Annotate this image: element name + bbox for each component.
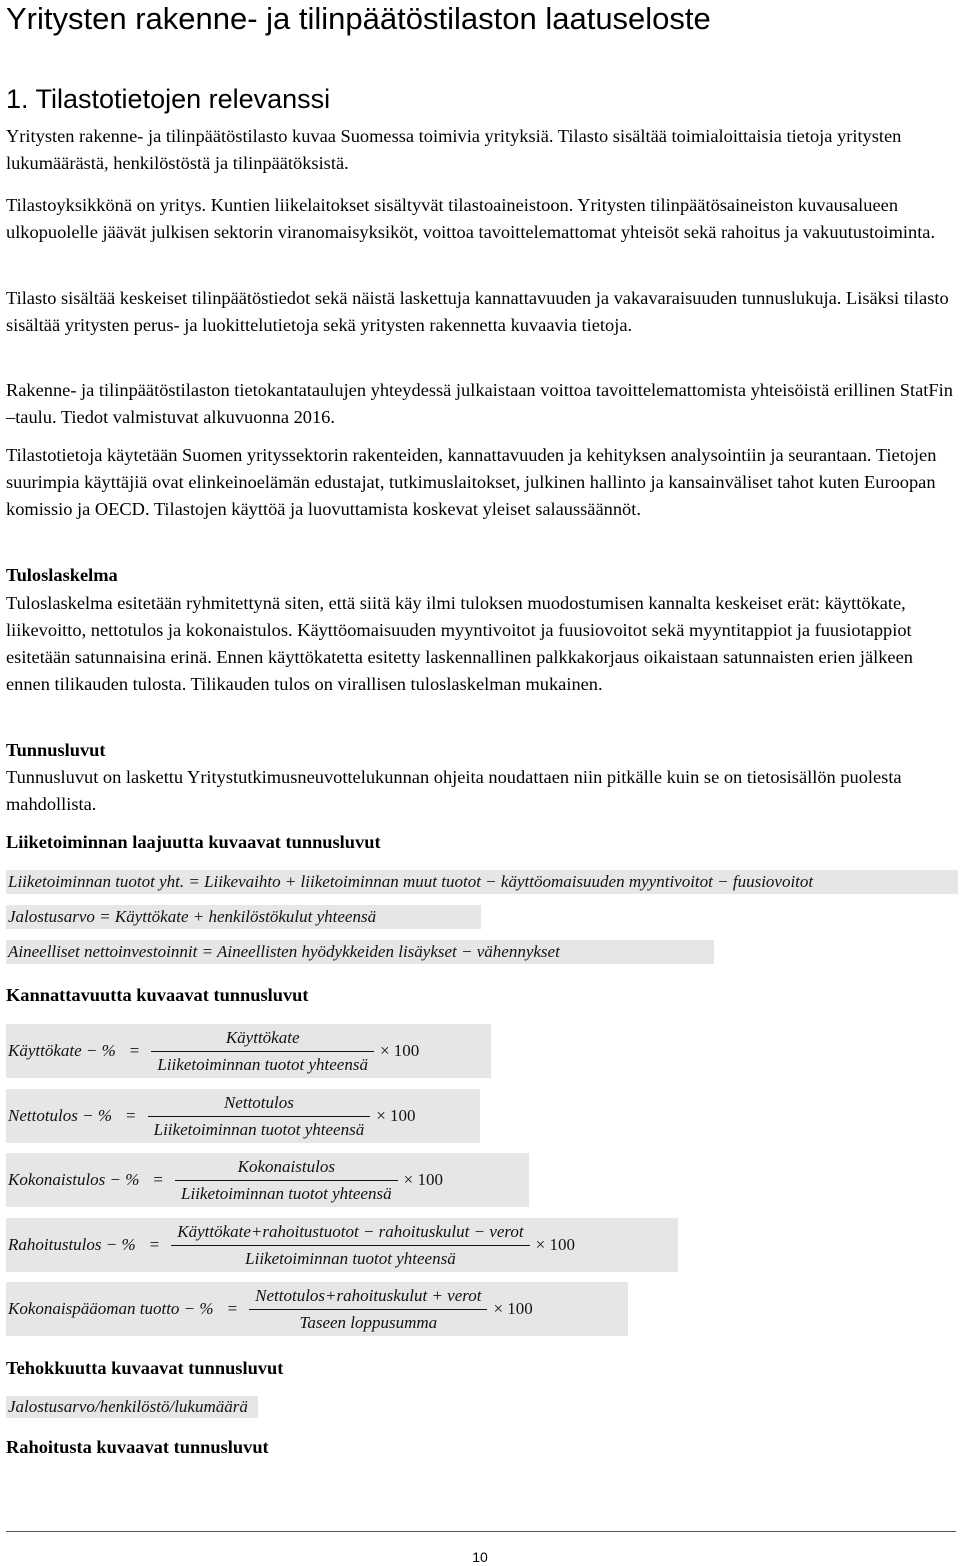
fraction bbox=[249, 1286, 487, 1333]
formula-kokonaispaaoman-tuotto-pct bbox=[6, 1282, 628, 1336]
formula-equals: = bbox=[129, 1041, 140, 1060]
formula-multiplier: × 100 bbox=[379, 1041, 420, 1060]
formula-multiplier: × 100 bbox=[493, 1299, 533, 1318]
formula-rahoitustulos-pct bbox=[6, 1218, 678, 1272]
formula-multiplier: × 100 bbox=[403, 1170, 443, 1189]
formula-equals: = bbox=[126, 1106, 136, 1125]
formula-lhs: Kokonaispääoman tuotto − % bbox=[8, 1299, 214, 1318]
formula-lhs: Rahoitustulos − % bbox=[8, 1235, 136, 1254]
fraction-denominator: Taseen loppusumma bbox=[299, 1312, 438, 1332]
fraction-denominator: Liiketoiminnan tuotot yhteensä bbox=[181, 1183, 392, 1203]
formula-multiplier: × 100 bbox=[535, 1235, 575, 1254]
laajuus-heading: Liiketoiminnan laajuutta kuvaavat tunnusluvut bbox=[6, 832, 381, 852]
paragraph-5: Tilastotietoja käytetään Suomen yrityssektorin rakenteiden, kannattavuuden ja kehityksen analysointiin ja seurantaan. Tietojen suurimpia käyttäjiä ovat elinkeinoelämän edustajat, tutkimuslaitokset, julkinen hallinto ja kansainväliset tahot kuten Euroopan komissio ja OECD. Tilastojen käyttöä ja luovuttamista koskevat yleiset salaussäännöt. bbox=[6, 445, 937, 519]
fraction-numerator: Käyttökate+rahoitustuotot − rahoituskulut − verot bbox=[177, 1221, 524, 1241]
tuloslaskelma-text: Tuloslaskelma esitetään ryhmitettynä siten, että siitä käy ilmi tuloksen muodostumisen kannalta keskeiset erät: käyttökate, liikevoitto, nettotulos ja kokonaistulos. Käyttöomaisuuden myyntivoitot ja fuusiovoitot sekä myyntitappiot ja fuusiotappiot esitetään satunnaisina erinä. Ennen käyttökatetta esitetty laskennallinen palkkakorjaus oikaistaan satunnaisten erien jälkeen ennen tilikauden tulosta. Tilikauden tulos on virallisen tuloslaskelman mukainen. bbox=[6, 593, 913, 694]
paragraph-4: Rakenne- ja tilinpäätöstilaston tietokantataulujen yhteydessä julkaistaan voittoa tavoittelemattomista yhteisöistä erillinen StatFin –taulu. Tiedot valmistuvat alkuvuonna 2016. bbox=[6, 380, 953, 427]
formula-jalostusarvo: Jalostusarvo = Käyttökate + henkilöstökulut yhteensä bbox=[6, 905, 481, 929]
fraction-numerator: Käyttökate bbox=[225, 1027, 300, 1047]
formula-equals: = bbox=[227, 1299, 238, 1318]
fraction-denominator: Liiketoiminnan tuotot yhteensä bbox=[157, 1054, 368, 1074]
tehokkuus-heading: Tehokkuutta kuvaavat tunnusluvut bbox=[6, 1358, 284, 1378]
paragraph-1: Yritysten rakenne- ja tilinpäätöstilasto kuvaa Suomessa toimivia yrityksiä. Tilasto sisältää toimialoittaisia tietoja yritysten lukumäärästä, henkilöstöstä ja tilinpäätöksistä. bbox=[6, 126, 902, 173]
footer-divider bbox=[6, 1531, 956, 1532]
formula-lhs: Nettotulos − % bbox=[8, 1106, 113, 1125]
page-number: 10 bbox=[472, 1549, 488, 1565]
document-title: Yritysten rakenne- ja tilinpäätöstilaston laatuseloste bbox=[6, 1, 711, 36]
tunnusluvut-text: Tunnusluvut on laskettu Yritystutkimusneuvottelukunnan ohjeita noudattaen niin pitkälle kuin se on tietosisällön puolesta mahdollista. bbox=[6, 767, 902, 814]
formula-liiketoiminnan-tuotot: Liiketoiminnan tuotot yht. = Liikevaihto + liiketoiminnan muut tuotot − käyttöomaisuuden myyntivoitot − fuusiovoitot bbox=[6, 870, 958, 894]
fraction-denominator: Liiketoiminnan tuotot yhteensä bbox=[245, 1248, 456, 1268]
fraction-numerator: Kokonaistulos bbox=[237, 1156, 335, 1176]
formula-equals: = bbox=[149, 1235, 160, 1254]
formula-jalostusarvo-per-henkilosto: Jalostusarvo/henkilöstö/lukumäärä bbox=[6, 1396, 258, 1418]
paragraph-2: Tilastoyksikkönä on yritys. Kuntien liikelaitokset sisältyvät tilastoaineistoon. Yritysten tilinpäätösaineiston kuvausalueen ulkopuolelle jäävät julkisen sektorin viranomaisyksiköt, voittoa tavoittelemattomat yhteisöt sekä rahoitus ja vakuutustoiminta. bbox=[6, 195, 936, 242]
formula-kokonaistulos-pct bbox=[6, 1153, 529, 1207]
kannattavuus-heading: Kannattavuutta kuvaavat tunnusluvut bbox=[6, 985, 309, 1005]
fraction-denominator: Liiketoiminnan tuotot yhteensä bbox=[153, 1119, 365, 1139]
fraction bbox=[151, 1028, 374, 1075]
section-heading: 1. Tilastotietojen relevanssi bbox=[6, 84, 331, 114]
fraction bbox=[171, 1222, 529, 1269]
rahoitus-heading: Rahoitusta kuvaavat tunnusluvut bbox=[6, 1437, 269, 1457]
formula-equals: = bbox=[153, 1170, 164, 1189]
formula-multiplier: × 100 bbox=[376, 1106, 416, 1125]
fraction-numerator: Nettotulos+rahoituskulut + verot bbox=[255, 1285, 482, 1305]
paragraph-3: Tilasto sisältää keskeiset tilinpäätöstiedot sekä näistä laskettuja kannattavuuden ja vakavaraisuuden tunnuslukuja. Lisäksi tilasto sisältää yritysten perus- ja luokittelutietoja sekä yritysten rakennetta kuvaavia tietoja. bbox=[6, 288, 949, 335]
formula-kayttokate-pct bbox=[6, 1024, 491, 1078]
formula-lhs: Kokonaistulos − % bbox=[8, 1170, 140, 1189]
formula-nettotulos-pct bbox=[6, 1089, 480, 1143]
tuloslaskelma-heading: Tuloslaskelma bbox=[6, 565, 118, 585]
fraction-numerator: Nettotulos bbox=[223, 1092, 294, 1112]
formula-lhs: Käyttökate − % bbox=[8, 1041, 116, 1060]
fraction bbox=[175, 1157, 398, 1204]
formula-nettoinvestoinnit: Aineelliset nettoinvestoinnit = Aineellisten hyödykkeiden lisäykset − vähennykset bbox=[6, 940, 714, 964]
fraction bbox=[148, 1093, 371, 1140]
tunnusluvut-heading: Tunnusluvut bbox=[6, 740, 106, 760]
